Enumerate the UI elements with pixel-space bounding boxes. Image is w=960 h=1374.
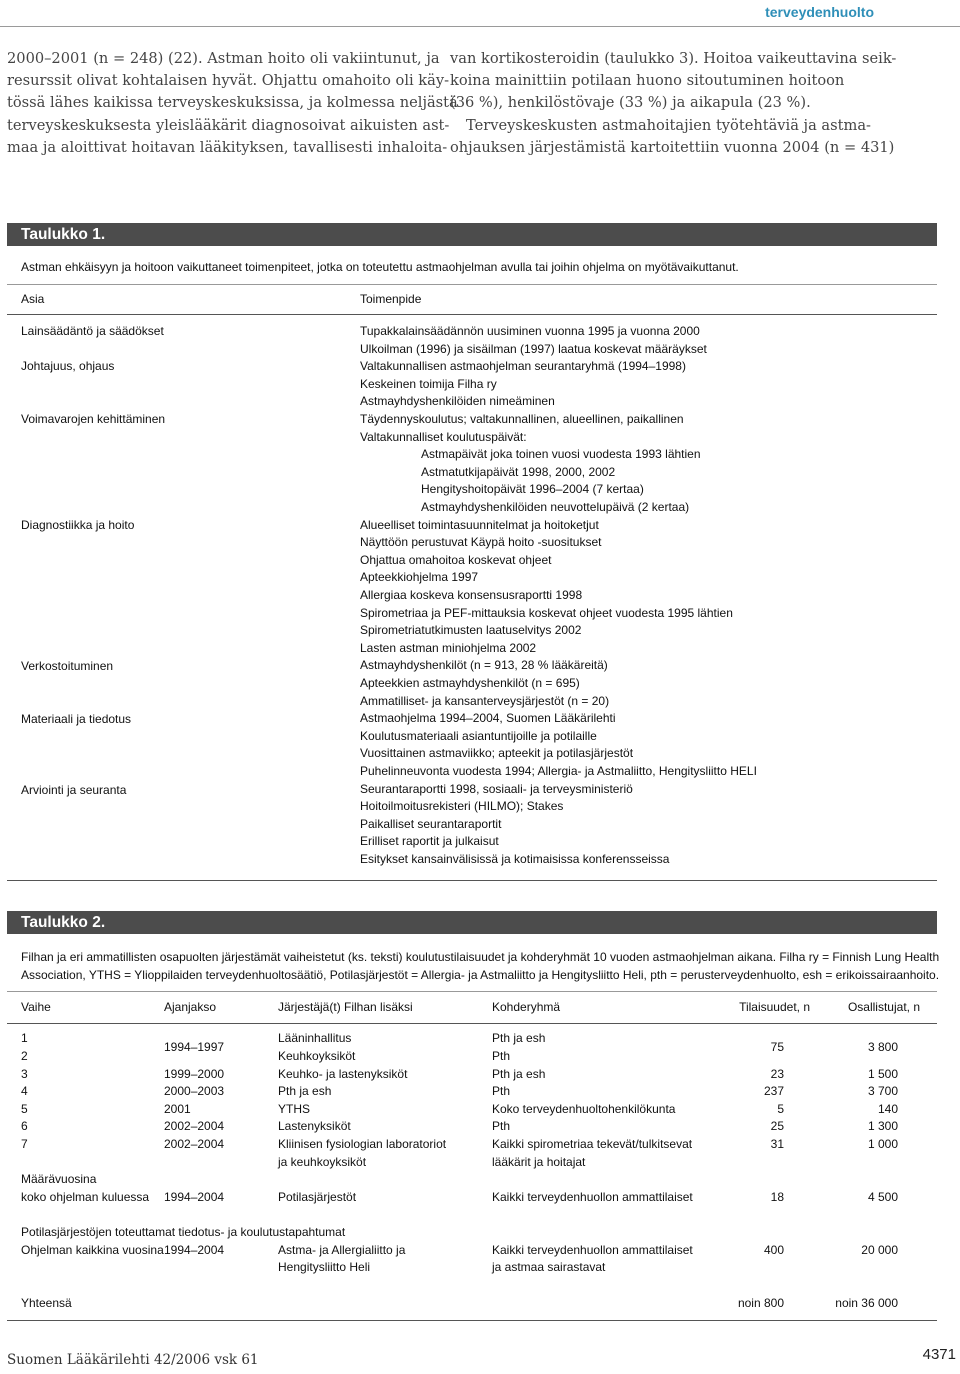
table2-total-participants: noin 36 000 (835, 1296, 898, 1310)
table2-period: 1994–1997 (164, 1040, 225, 1054)
table2-rule-head (7, 1023, 937, 1024)
body-column-right (450, 48, 897, 159)
table2-phase: 4 (21, 1084, 28, 1098)
table1-action: Täydennyskoulutus; valtakunnallinen, alueellinen, paikallinen (360, 412, 684, 426)
table2-organizer: Pth ja esh (278, 1084, 332, 1098)
table2-target: Pth (492, 1049, 511, 1063)
table1-action: Vuosittainen astmaviikko; apteekit ja potilasjärjestöt (360, 746, 634, 761)
table2-organizer: Potilasjärjestöt (278, 1190, 357, 1204)
table2-rule-bottom (7, 1320, 937, 1321)
table1-category: Voimavarojen kehittäminen (21, 412, 166, 426)
table2-organizer: Keuhkoyksiköt (278, 1049, 356, 1063)
table2-organizer: Astma- ja Allergialiitto ja (278, 1243, 406, 1257)
table1-caption (21, 259, 936, 277)
table1-rule-bottom (7, 880, 937, 881)
table2-target: Kaikki spirometriaa tekevät/tulkitsevat (492, 1137, 693, 1151)
table1-rule-top (7, 284, 937, 285)
table2-group-label: Ohjelman kaikkina vuosina (21, 1243, 164, 1257)
table2-colhead: Kohderyhmä (492, 1000, 561, 1014)
table1-action: Astmayhdyshenkilöiden nimeäminen (360, 394, 555, 409)
body-line: koina mainittiin potilaan huono sitoutuminen hoitoon (450, 72, 845, 90)
table2-period: 1994–2004 (164, 1190, 225, 1204)
section-tag: terveydenhuolto (765, 4, 874, 20)
table1-action: Esitykset kansainvälisissä ja kotimaisissa konferensseissa (360, 852, 670, 866)
table2-organizer: ja keuhkoyksiköt (278, 1155, 367, 1169)
table1-colhead-toimenpide: Toimenpide (360, 292, 422, 306)
table1-category: Verkostoituminen (21, 659, 114, 673)
table2-target: Pth ja esh (492, 1031, 546, 1045)
table1-action: Allergiaa koskeva konsensusraportti 1998 (360, 588, 583, 602)
table2-period: 2002–2004 (164, 1119, 225, 1133)
table2-colhead: Tilaisuudet, n (739, 1000, 810, 1014)
table2-period: 1999–2000 (164, 1067, 225, 1081)
table2-participants: 3 700 (867, 1084, 898, 1098)
table2-phase: 1 (21, 1031, 28, 1045)
table2-events: 75 (770, 1040, 784, 1054)
table2-events: 400 (763, 1243, 784, 1257)
table2-organizer: Kliinisen fysiologian laboratoriot (278, 1137, 447, 1151)
table1-action-sub: Astmapäivät joka toinen vuosi vuodesta 1993 lähtien (421, 447, 701, 462)
table2-period: 2001 (164, 1102, 191, 1116)
table2-target: ja astmaa sairastavat (492, 1260, 606, 1274)
table1-action: Valtakunnallisen astmaohjelman seurantaryhmä (1994–1998) (360, 359, 686, 374)
table2-organizer: Keuhko- ja lastenyksiköt (278, 1067, 408, 1081)
table2-total-events: noin 800 (737, 1296, 784, 1310)
page-number: 4371 (922, 1346, 956, 1363)
table1-action: Ammatilliset- ja kansanterveysjärjestöt (n = 20) (360, 693, 610, 708)
table1-action: Näyttöön perustuvat Käypä hoito -suositukset (360, 535, 602, 550)
table2-events: 25 (770, 1119, 784, 1133)
table1-action: Ulkoilman (1996) ja sisäilman (1997) laatua koskevat määräykset (360, 341, 707, 356)
table1-action: Apteekkien astmayhdyshenkilöt (n = 695) (360, 676, 580, 690)
table2-colhead: Järjestäjä(t) Filhan lisäksi (278, 1000, 413, 1014)
table1-action: Ohjattua omahoitoa koskevat ohjeet (360, 552, 552, 567)
body-line: tössä lähes kaikissa terveyskeskuksissa, ja kolmessa neljästä (7, 94, 458, 112)
body-line: 2000–2001 (n = 248) (22). Astman hoito oli vakiintunut, ja (7, 50, 440, 67)
table1-action: Koulutusmateriaali asiantuntijoille ja potilaille (360, 728, 597, 743)
table2-total-label: Yhteensä (21, 1296, 72, 1310)
table2-participants: 4 500 (867, 1190, 898, 1204)
table2-period: 2002–2004 (164, 1137, 225, 1151)
table1-action: Spirometriatutkimusten laatuselvitys 2002 (360, 623, 582, 638)
table1-category: Diagnostiikka ja hoito (21, 518, 135, 532)
table2-phase: 3 (21, 1067, 28, 1081)
table2-phase: 5 (21, 1102, 28, 1116)
table2-events: 5 (777, 1102, 784, 1116)
body-line: (36 %), henkilöstövaje (33 %) ja aikapula (23 %). (450, 94, 811, 112)
table2-target: Pth (492, 1119, 511, 1133)
table2-group-heading: Potilasjärjestöjen toteuttamat tiedotus- ja koulutustapahtumat (21, 1225, 346, 1239)
table1-action-sub: Astmayhdyshenkilöiden neuvottelupäivä (2 kertaa) (421, 500, 690, 514)
table1-category: Johtajuus, ohjaus (21, 359, 115, 373)
table2-title-bar: Taulukko 2. (7, 911, 937, 934)
table1-action: Astmaohjelma 1994–2004, Suomen Lääkärilehti (360, 711, 616, 726)
table1-colhead-asia: Asia (21, 292, 45, 306)
table2-participants: 1 000 (867, 1137, 898, 1151)
table2-participants: 1 300 (867, 1119, 898, 1133)
table2-participants: 3 800 (867, 1040, 898, 1054)
table2-organizer: YTHS (278, 1102, 311, 1116)
body-column-left (7, 48, 458, 159)
body-line: terveyskeskuksesta yleislääkärit diagnosoivat aikuisten ast- (7, 116, 450, 134)
table1-action: Seurantaraportti 1998, sosiaali- ja terveysministeriö (360, 781, 633, 796)
table1-action: Erilliset raportit ja julkaisut (360, 834, 499, 849)
table2-events: 23 (770, 1067, 784, 1081)
table2-target: lääkärit ja hoitajat (492, 1155, 586, 1169)
table2-group-label: koko ohjelman kuluessa (21, 1190, 150, 1204)
table1-action: Hoitoilmoitusrekisteri (HILMO); Stakes (360, 799, 564, 814)
table2-events: 237 (763, 1084, 784, 1098)
table1-action: Paikalliset seurantaraportit (360, 816, 502, 831)
table1-action: Keskeinen toimija Filha ry (360, 376, 497, 391)
table1-action: Spirometriaa ja PEF-mittauksia koskevat ohjeet vuodesta 1995 lähtien (360, 605, 733, 620)
table2-caption (21, 949, 940, 984)
table1-caption-line: Astman ehkäisyyn ja hoitoon vaikuttaneet toimenpiteet, jotka on toteutettu astmaohjelman avulla tai joihin ohjelma on myötävaikuttanut. (21, 260, 739, 274)
table2-organizer: Lastenyksiköt (278, 1119, 351, 1133)
table1-category: Arviointi ja seuranta (21, 783, 127, 797)
table2-events: 31 (770, 1137, 784, 1151)
table1-action: Valtakunnalliset koulutuspäivät: (360, 429, 527, 444)
table2-target: Kaikki terveydenhuollon ammattilaiset (492, 1190, 693, 1204)
table2-participants: 1 500 (867, 1067, 898, 1081)
top-rule (0, 26, 960, 27)
table1-action: Alueelliset toimintasuunnitelmat ja hoitoketjut (360, 517, 599, 532)
table2-target: Koko terveydenhuoltohenkilökunta (492, 1102, 676, 1116)
table1-action: Tupakkalainsäädännön uusiminen vuonna 1995 ja vuonna 2000 (360, 324, 700, 338)
table1-action-sub: Hengityshoitopäivät 1996–2004 (7 kertaa) (421, 482, 644, 497)
body-line: resurssit olivat kohtalaisen hyvät. Ohjattu omahoito oli käy- (7, 72, 450, 90)
table2-caption-line: Filhan ja eri ammatillisten osapuolten järjestämät vaiheistetut (ks. teksti) koulutustilaisuudet ja kohderyhmät 10 vuoden astmaohjelman aikana. Filha ry = Finnish Lung Health (21, 950, 940, 964)
table2-period: 1994–2004 (164, 1243, 225, 1257)
table2-colhead: Vaihe (21, 1000, 51, 1014)
table1-action: Puhelinneuvonta vuodesta 1994; Allergia- ja Astmaliitto, Hengitysliitto HELI (360, 764, 757, 778)
table1-title-bar: Taulukko 1. (7, 223, 937, 246)
table1-action: Apteekkiohjelma 1997 (360, 570, 479, 585)
body-line: van kortikosteroidin (taulukko 3). Hoitoa vaikeuttavina seik- (450, 50, 897, 67)
table2-period: 2000–2003 (164, 1084, 225, 1098)
table1-action-sub: Astmatutkijapäivät 1998, 2000, 2002 (421, 464, 616, 479)
table2-organizer: Hengitysliitto Heli (278, 1260, 371, 1274)
table2-rule-top (7, 991, 937, 992)
table2-colhead: Ajanjakso (164, 1000, 217, 1014)
table2-phase: 6 (21, 1119, 28, 1133)
body-line: Terveyskeskusten astmahoitajien työtehtäviä ja astma- (466, 116, 871, 134)
table1-category: Materiaali ja tiedotus (21, 712, 132, 726)
table2-group-label: Määrävuosina (21, 1172, 97, 1186)
table2-participants: 20 000 (861, 1243, 898, 1257)
table2-colhead: Osallistujat, n (847, 1000, 920, 1014)
table1-action: Lasten astman miniohjelma 2002 (360, 640, 537, 655)
table2-target: Pth (492, 1084, 511, 1098)
journal-footer: Suomen Lääkärilehti 42/2006 vsk 61 (7, 1352, 259, 1368)
table2-events: 18 (770, 1190, 784, 1204)
table2-caption-line: Association, YTHS = Ylioppilaiden terveydenhuoltosäätiö, Potilasjärjestöt = Allergia- ja Astmaliitto ja Hengitysliitto Heli, pth = perusterveydenhuolto, esh = erikoissairaanhoito. (21, 967, 940, 982)
table1-rule-head (7, 314, 937, 315)
table2-phase: 2 (21, 1049, 28, 1063)
table2-participants: 140 (877, 1102, 898, 1116)
table2-organizer: Lääninhallitus (278, 1031, 352, 1045)
body-line: ohjauksen järjestämistä kartoitettiin vuonna 2004 (n = 431) (450, 138, 895, 156)
body-line: maa ja aloittivat hoitavan lääkityksen, tavallisesti inhaloita- (7, 138, 448, 156)
table1-action: Astmayhdyshenkilöt (n = 913, 28 % lääkäreitä) (360, 658, 608, 673)
table2-target: Pth ja esh (492, 1067, 546, 1081)
table1-category: Lainsäädäntö ja säädökset (21, 324, 164, 338)
table2-phase: 7 (21, 1137, 28, 1151)
table2-target: Kaikki terveydenhuollon ammattilaiset (492, 1243, 693, 1257)
